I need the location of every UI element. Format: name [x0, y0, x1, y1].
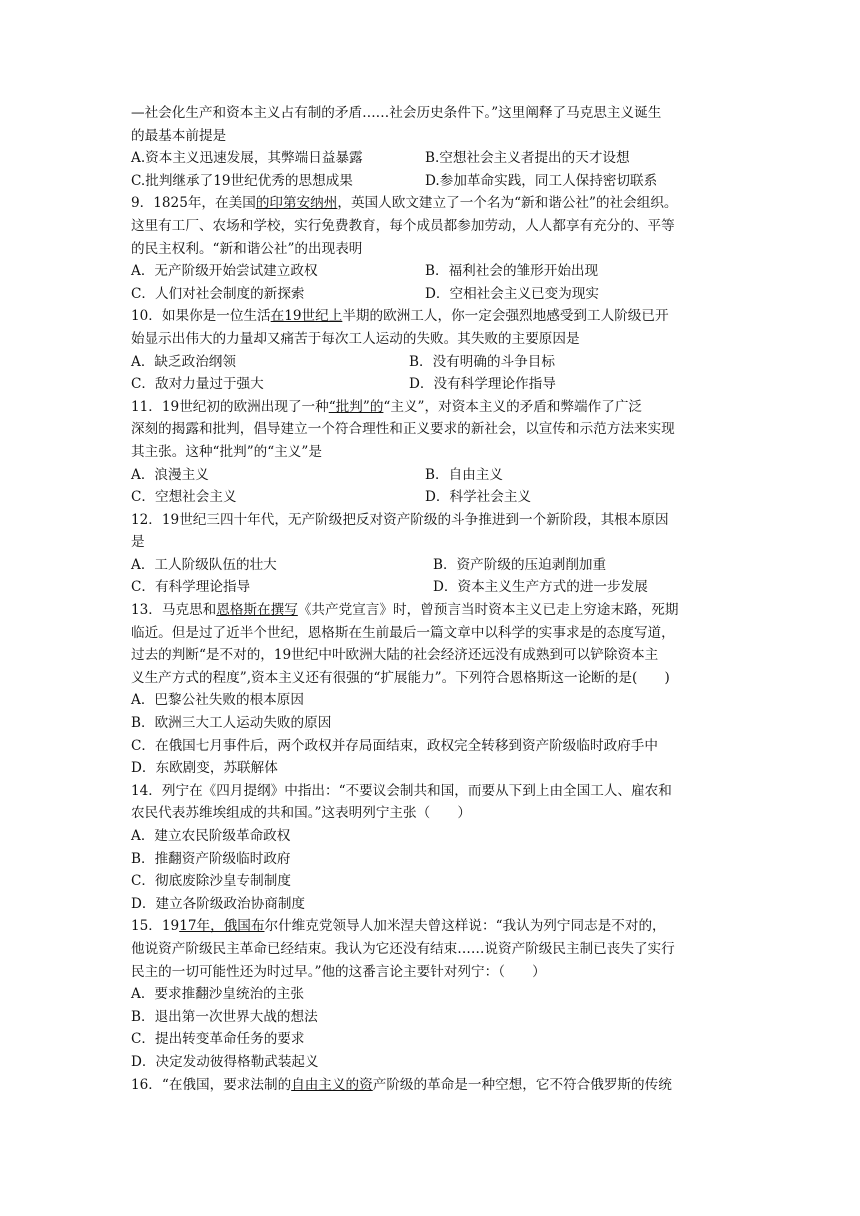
options-row	[131, 554, 731, 577]
question-text-line	[131, 396, 731, 419]
question-text: 《共产党宣言》时，曾预言当时资本主义已走上穷途末路，死期	[297, 602, 679, 619]
question-text: 16．“在俄国，要求法制的	[131, 1076, 292, 1093]
question-text-line: 这里有工厂、农场和学校，实行免费教育，每个成员都参加劳动，人人都享有充分的、平等	[131, 217, 675, 234]
question-text-line: 14．列宁在《四月提纲》中指出：“不要议会制共和国，而要从下到上由全国工人、雇农和	[131, 782, 672, 799]
option-c[interactable]: C.批判继承了19世纪优秀的思想成果	[131, 172, 353, 189]
option-b[interactable]: B．退出第一次世界大战的想法	[131, 1008, 318, 1025]
options-row	[131, 373, 731, 396]
option-c[interactable]: C．提出转变革命任务的要求	[131, 1031, 305, 1048]
question-text: 11．19世纪初的欧洲出现了一种	[131, 398, 329, 415]
question-text: 半期的欧洲工人，你一定会强烈地感受到工人阶级已开	[342, 308, 669, 325]
question-16	[131, 1074, 731, 1097]
question-text-line: 12．19世纪三四十年代，无产阶级把反对资产阶级的斗争推进到一个新阶段，其根本原因	[131, 511, 669, 528]
question-9	[131, 192, 731, 305]
option-b[interactable]: B．没有明确的斗争目标	[409, 353, 555, 370]
question-text-line: 的最基本前提是	[131, 127, 227, 144]
underlined-text: “批判”的	[328, 398, 384, 415]
question-text: 9．1825年，在美国	[131, 195, 256, 212]
question-text: 尔什维克党领导人加米涅夫曾这样说：“我认为列宁同志是不对的，	[264, 918, 666, 935]
question-text-line	[131, 192, 731, 215]
question-text-line: 民主的一切可能性还为时过早。”他的这番言论主要针对列宁：（ ）	[131, 963, 546, 980]
question-text-line	[131, 1074, 731, 1097]
options-row	[131, 464, 731, 487]
question-text-line	[131, 305, 731, 328]
options-row	[131, 260, 731, 283]
question-text: ，英国人欧文建立了一个名为“新和谐公社”的社会组织。	[337, 195, 678, 212]
question-text-line: 农民代表苏维埃组成的共和国。”这表明列宁主张（ ）	[131, 805, 471, 822]
question-text-line: 的民主权利。“新和谐公社”的出现表明	[131, 240, 363, 257]
question-text-line	[131, 599, 731, 622]
question-15	[131, 915, 731, 1073]
options-row	[131, 170, 731, 193]
options-row	[131, 486, 731, 509]
option-d[interactable]: D.参加革命实践，同工人保持密切联系	[425, 172, 658, 189]
option-d[interactable]: D．资本主义生产方式的进一步发展	[433, 579, 648, 596]
option-d[interactable]: D．决定发动彼得格勒武装起义	[131, 1053, 319, 1070]
underlined-text: 的印第安纳州	[255, 195, 338, 212]
question-8	[131, 102, 731, 192]
question-12	[131, 509, 731, 599]
question-text-line: 他说资产阶级民主革命已经结束。我认为它还没有结束……说资产阶级民主制已丧失了实行	[131, 940, 675, 957]
option-a[interactable]: A．缺乏政治纲领	[131, 353, 236, 370]
option-a[interactable]: A．巴黎公社失败的根本原因	[131, 692, 304, 709]
question-text: 10．如果你是一位生活	[131, 308, 271, 325]
underlined-text: 17年，俄国布	[179, 918, 265, 935]
options-row	[131, 576, 731, 599]
option-a[interactable]: A．建立农民阶级革命政权	[131, 828, 291, 844]
question-text-line: 始显示出伟大的力量却又痛苦于每次工人运动的失败。其失败的主要原因是	[131, 330, 580, 347]
option-b[interactable]: B．推翻资产阶级临时政府	[131, 850, 291, 867]
options-row	[131, 351, 731, 374]
question-text: 产阶级的革命是一种空想，它不符合俄罗斯的传统	[372, 1076, 672, 1093]
option-d[interactable]: D．东欧剧变，苏联解体	[131, 760, 278, 777]
question-11	[131, 396, 731, 509]
question-text-line: 深刻的揭露和批判，倡导建立一个符合理性和正义要求的新社会，以宣传和示范方法来实现	[131, 421, 675, 438]
question-text-line: 是	[131, 534, 145, 551]
option-b[interactable]: B．福利社会的雏形开始出现	[425, 263, 599, 280]
options-row	[131, 147, 731, 170]
question-text-line: 临近。但是过了近半个世纪，恩格斯在生前最后一篇文章中以科学的实事求是的态度写道，	[131, 624, 675, 641]
option-a[interactable]: A．要求推翻沙皇统治的主张	[131, 986, 304, 1003]
question-text-line: 过去的判断“是不对的，19世纪中叶欧洲大陆的社会经济还远没有成熟到可以铲除资本主	[131, 647, 659, 664]
option-a[interactable]: A.资本主义迅速发展，其弊端日益暴露	[131, 150, 363, 167]
underlined-text: 在19世纪上	[270, 308, 343, 325]
question-10	[131, 305, 731, 395]
option-c[interactable]: C．彻底废除沙皇专制制度	[131, 873, 291, 890]
question-text-line: 义生产方式的程度”,资本主义还有很强的“扩展能力”。下列符合恩格斯这一论断的是( )	[131, 669, 670, 686]
question-13	[131, 599, 731, 780]
option-c[interactable]: C．在俄国七月事件后，两个政权并存局面结束，政权完全转移到资产阶级临时政府手中	[131, 737, 658, 754]
option-d[interactable]: D．科学社会主义	[425, 489, 532, 506]
option-a[interactable]: A．浪漫主义	[131, 466, 209, 483]
underlined-text: 恩格斯在撰写	[216, 602, 298, 619]
question-text-line: 其主张。这种“批判”的“主义”是	[131, 443, 322, 460]
option-b[interactable]: B．欧洲三大工人运动失败的原因	[131, 715, 332, 732]
question-text-line	[131, 915, 731, 938]
option-a[interactable]: A．无产阶级开始尝试建立政权	[131, 263, 318, 280]
option-d[interactable]: D．建立各阶级政治协商制度	[131, 895, 306, 912]
option-a[interactable]: A．工人阶级队伍的壮大	[131, 556, 277, 573]
option-d[interactable]: D．空相社会主义已变为现实	[425, 285, 600, 302]
option-c[interactable]: C．有科学理论指导	[131, 579, 251, 596]
exam-page	[131, 102, 731, 1096]
question-text: 15．19	[131, 918, 180, 935]
option-c[interactable]: C．敌对力量过于强大	[131, 376, 264, 393]
option-c[interactable]: C．人们对社会制度的新探索	[131, 285, 305, 302]
option-d[interactable]: D．没有科学理论作指导	[409, 376, 556, 393]
question-text: 13．马克思和	[131, 602, 217, 619]
option-b[interactable]: B．资产阶级的压迫剥削加重	[433, 556, 607, 573]
question-text-line: —社会化生产和资本主义占有制的矛盾……社会历史条件下。”这里阐释了马克思主义诞生	[131, 105, 662, 121]
option-b[interactable]: B.空想社会主义者提出的天才设想	[425, 150, 630, 167]
option-c[interactable]: C．空想社会主义	[131, 489, 237, 506]
option-b[interactable]: B．自由主义	[425, 466, 503, 483]
underlined-text: 自由主义的资	[291, 1076, 373, 1093]
options-row	[131, 283, 731, 306]
question-14	[131, 780, 731, 916]
question-text: “主义”，对资本主义的矛盾和弊端作了广泛	[383, 398, 643, 415]
